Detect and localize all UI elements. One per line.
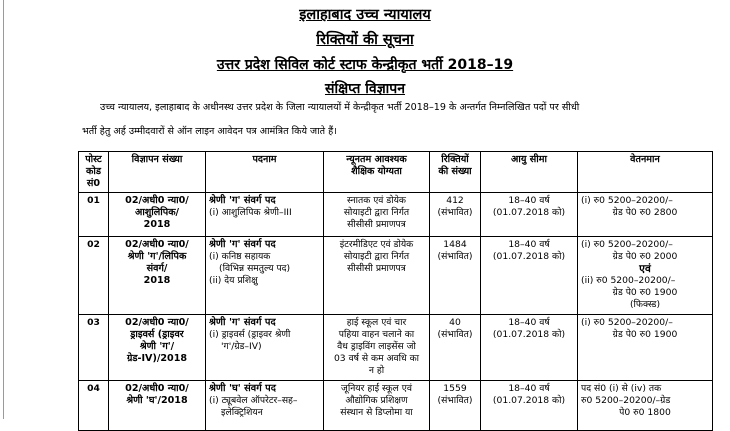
pay-scale-cell: पद सं0 (i) से (iv) तक रु0 5200–20200/–ग्रेड पे0 रु0 1800 (578, 381, 713, 431)
post-code-cell: 01 (79, 193, 109, 237)
intro-line-2: भर्ती हेतु अर्ह उम्मीदवारों से ऑन लाइन आवेदन पत्र आमंत्रित किये जाते हैं। (82, 126, 337, 137)
table-row (79, 381, 713, 431)
header-qualification: न्यूनतम आवश्यक शैक्षिक योग्यता (324, 152, 430, 193)
post-code-cell: 03 (79, 315, 109, 381)
vacancies-cell: 40 (संभावित) (430, 315, 481, 381)
age-limit-cell: 18–40 वर्ष (01.07.2018 को) (481, 237, 578, 315)
post-name-cell: श्रेणी 'घ' संवर्ग पद (i) ट्यूबवेल ऑपरेटर–सह– इलेक्ट्रिशियन (206, 381, 324, 431)
pay-scale-cell: (i) रु0 5200–20200/– ग्रेड पे0 रु0 1900 (578, 315, 713, 381)
ad-number-cell: 02/अधी0 न्या0/ ड्राइवर्स (ड्राइवर श्रेणी 'ग'/ ग्रेड-IV)/2018 (109, 315, 206, 381)
header-age-limit: आयु सीमा (481, 152, 578, 193)
pay-scale-cell: (i) रु0 5200–20200/– ग्रेड पे0 रु0 2800 (578, 193, 713, 237)
ad-number-cell: 02/अधी0 न्या0/ आशुलिपिक/ 2018 (109, 193, 206, 237)
header-post-name: पदनाम (206, 152, 324, 193)
qualification-cell: हाई स्कूल एवं चार पहिया वाहन चलाने का वैध ड्राइविंग लाइसेंस जो 03 वर्ष से कम अवधि का न हो (324, 315, 430, 381)
ad-number-cell: 02/अधी0 न्या0/ श्रेणी 'ग'/लिपिक संवर्ग/ 2018 (109, 237, 206, 315)
short-ad-heading: संक्षिप्त विज्ञापन (324, 81, 406, 97)
vacancy-table (78, 151, 713, 431)
post-name-cell: श्रेणी 'ग' संवर्ग पद (i) कनिष्ठ सहायक (विभिन्न समतुल्य पद) (ii) देय प्रशिक्षु (206, 237, 324, 315)
qualification-cell: जूनियर हाई स्कूल एवं औद्योगिक प्रशिक्षण संस्थान से डिप्लोमा या (324, 381, 430, 431)
age-limit-cell: 18–40 वर्ष (01.07.2018 को) (481, 193, 578, 237)
court-heading: इलाहाबाद उच्च न्यायालय (299, 7, 431, 23)
recruitment-heading: उत्तर प्रदेश सिविल कोर्ट स्टाफ केन्द्रीकृत भर्ती 2018–19 (216, 57, 514, 73)
qualification-cell: स्नातक एवं डोयेक सोयाइटी द्वारा निर्गत सीसीसी प्रमाणपत्र (324, 193, 430, 237)
header-vacancies: रिक्तियों की संख्या (430, 152, 481, 193)
pay-scale-cell: (i) रु0 5200–20200/– ग्रेड पे0 रु0 2000 एवं (ii) रु0 5200–20200/– ग्रेड पे0 रु0 1900 (फिक्स्ड) (578, 237, 713, 315)
header-post-code: पोस्ट कोड सं0 (79, 152, 109, 193)
post-name-cell: श्रेणी 'ग' संवर्ग पद (i) आशुलिपिक श्रेणी–III (206, 193, 324, 237)
header-pay-scale: वेतनमान (578, 152, 713, 193)
intro-line-1: उच्च न्यायालय, इलाहाबाद के अधीनस्थ उत्तर प्रदेश के जिला न्यायालयों में केन्द्रीकृत भर्ती 2018–19 के अन्तर्गत निम्नलिखित पदों पर सीधी (100, 102, 580, 113)
header-ad-number: विज्ञापन संख्या (109, 152, 206, 193)
qualification-cell: इंटरमीडिएट एवं डोयेक सोयाइटी द्वारा निर्गत सीसीसी प्रमाणपत्र (324, 237, 430, 315)
table-header-row (79, 152, 713, 193)
age-limit-cell: 18–40 वर्ष (01.07.2018 को) (481, 381, 578, 431)
vacancies-cell: 1559 (संभावित) (430, 381, 481, 431)
post-code-cell: 02 (79, 237, 109, 315)
vacancies-cell: 412 (संभावित) (430, 193, 481, 237)
vacancies-cell: 1484 (संभावित) (430, 237, 481, 315)
post-code-cell: 04 (79, 381, 109, 431)
table-row (79, 237, 713, 315)
table-row (79, 193, 713, 237)
table-row (79, 315, 713, 381)
age-limit-cell: 18–40 वर्ष (01.07.2018 को) (481, 315, 578, 381)
notice-heading: रिक्तियों की सूचना (316, 32, 414, 48)
ad-number-cell: 02/अधी0 न्या0/ श्रेणी 'घ'/2018 (109, 381, 206, 431)
post-name-cell: श्रेणी 'ग' संवर्ग पद (i) ड्राइवर्स (ड्राइवर श्रेणी 'ग'/ग्रेड–IV) (206, 315, 324, 381)
